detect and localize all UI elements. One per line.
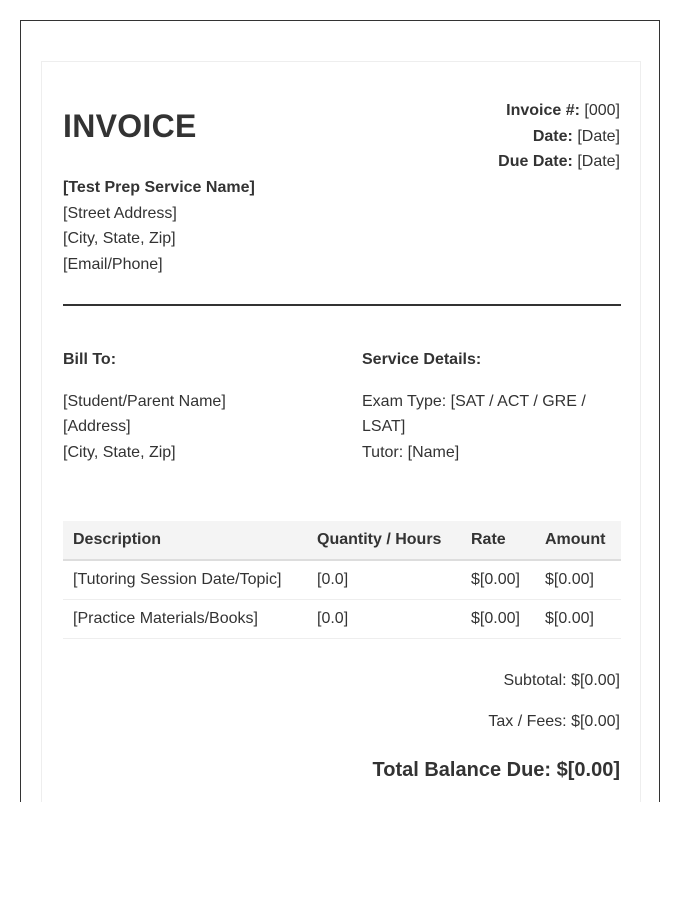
cell-rate: $[0.00] [461,560,535,600]
cell-description: [Tutoring Session Date/Topic] [63,560,307,600]
invoice-sheet [41,61,641,802]
cell-amount: $[0.00] [535,560,621,600]
sender-name: [Test Prep Service Name] [63,179,255,196]
column-header-rate: Rate [461,521,535,560]
sender-street: [Street Address] [63,204,177,222]
line-items-table [63,521,621,639]
cell-quantity: [0.0] [307,600,461,639]
sender-contact: [Email/Phone] [63,256,163,274]
tutor-name: Tutor: [Name] [362,444,460,462]
service-details-section [362,347,612,466]
invoice-title: INVOICE [63,108,197,144]
date-value: [Date] [577,127,620,145]
column-header-amount: Amount [535,521,621,560]
due-date-row [498,149,620,175]
table-row [63,600,621,639]
bill-to-address: [Address] [63,418,131,436]
cell-amount: $[0.00] [535,600,621,639]
date-label: Date: [532,127,573,145]
invoice-number-row [498,98,620,124]
bill-to-section [63,347,323,466]
sender-city: [City, State, Zip] [63,230,176,248]
bill-to-heading: Bill To: [63,351,117,368]
sender-block [63,175,255,278]
bill-to-name: [Student/Parent Name] [63,392,226,410]
due-date-label: Due Date: [498,153,573,170]
subtotal: Subtotal: $[0.00] [503,672,620,689]
table-header-row [63,521,621,560]
cell-description: [Practice Materials/Books] [63,600,307,639]
table-row [63,560,621,600]
invoice-meta [498,98,620,175]
invoice-number-value: [000] [584,102,620,119]
cell-quantity: [0.0] [307,560,461,600]
column-header-quantity: Quantity / Hours [307,521,461,560]
column-header-description: Description [63,521,307,560]
cell-rate: $[0.00] [461,600,535,639]
tax-fees: Tax / Fees: $[0.00] [488,713,620,730]
total-balance-due: Total Balance Due: $[0.00] [372,759,620,781]
date-row [498,124,620,150]
exam-type: Exam Type: [SAT / ACT / GRE / LSAT] [362,392,586,436]
bill-to-city: [City, State, Zip] [63,444,176,462]
service-details-heading: Service Details: [362,351,482,368]
due-date-value: [Date] [577,153,620,170]
header-divider [63,304,621,306]
invoice-number-label: Invoice #: [506,102,580,119]
